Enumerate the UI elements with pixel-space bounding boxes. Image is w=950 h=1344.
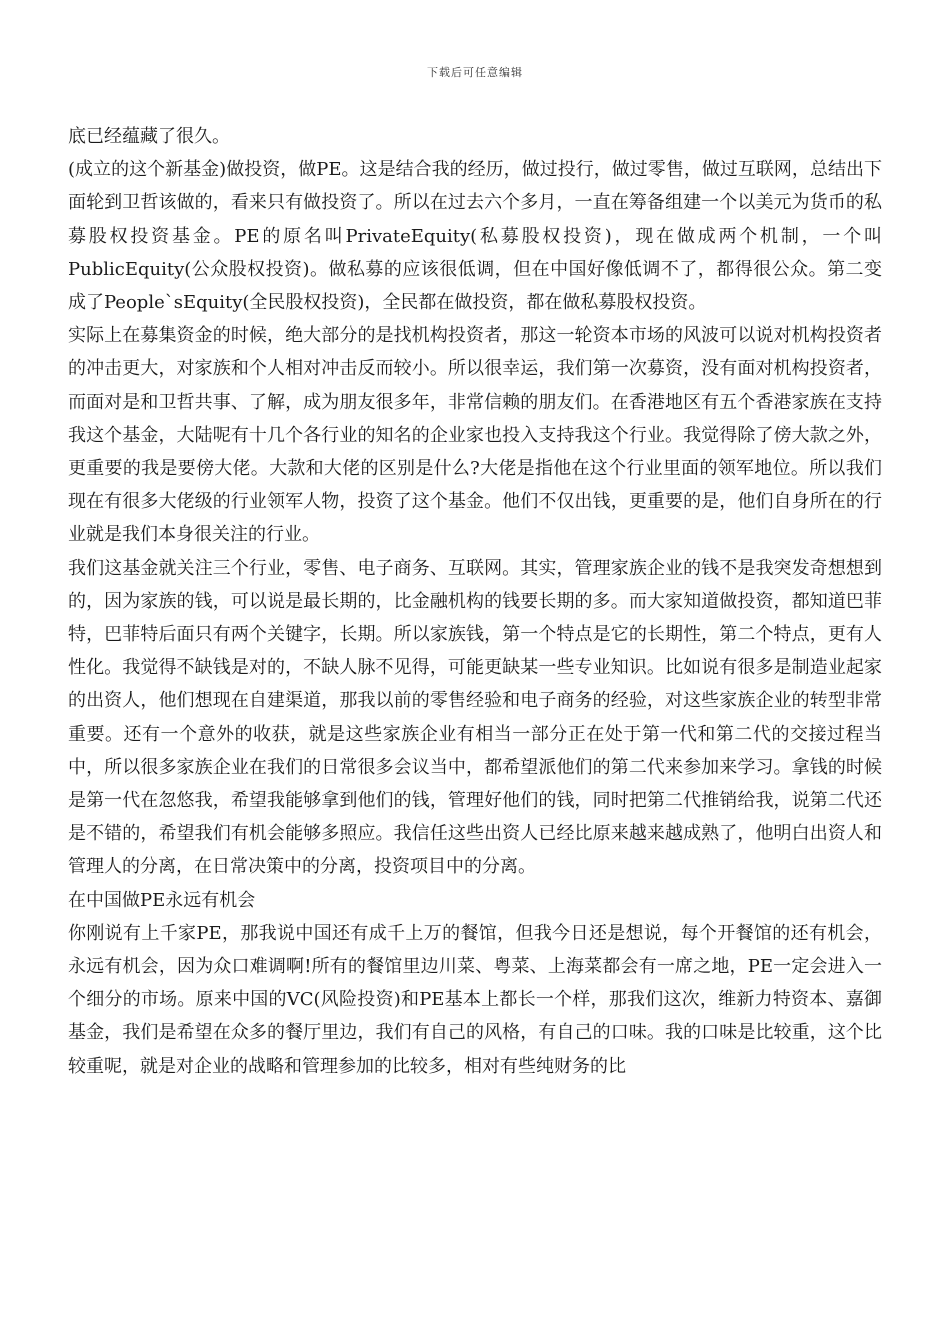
paragraph: 底已经蕴藏了很久。: [68, 126, 230, 147]
paragraph: (成立的这个新基金)做投资，做PE。这是结合我的经历，做过投行，做过零售，做过互联网，总结出下面轮到卫哲该做的，看来只有做投资了。所以在过去六个多月，一直在筹备组建一个以美元为货币的私募股权投资基金。PE的原名叫PrivateEquity(私募股权投资)，现在做成两个机制，一个叫PublicEquity(公众股权投资)。做私募的应该很低调，但在中国好像低调不了，都得很公众。第二变成了People`sEquity(全民股权投资)，全民都在做投资，都在做私募股权投资。: [68, 159, 882, 314]
paragraph: 我们这基金就关注三个行业，零售、电子商务、互联网。其实，管理家族企业的钱不是我突发奇想想到的，因为家族的钱，可以说是最长期的，比金融机构的钱要长期的多。而大家知道做投资，都知道巴菲特，巴菲特后面只有两个关键字，长期。所以家族钱，第一个特点是它的长期性，第二个特点，更有人性化。我觉得不缺钱是对的，不缺人脉不见得，可能更缺某一些专业知识。比如说有很多是制造业起家的出资人，他们想现在自建渠道，那我以前的零售经验和电子商务的经验，对这些家族企业的转型非常重要。还有一个意外的收获，就是这些家族企业有相当一部分正在处于第一代和第二代的交接过程当中，所以很多家族企业在我们的日常很多会议当中，都希望派他们的第二代来参加来学习。拿钱的时候是第一代在忽悠我，希望我能够拿到他们的钱，管理好他们的钱，同时把第二代推销给我，说第二代还是不错的，希望我们有机会能够多照应。我信任这些出资人已经比原来越来越成熟了，他明白出资人和管理人的分离，在日常决策中的分离，投资项目中的分离。: [68, 557, 882, 878]
paragraph: 实际上在募集资金的时候，绝大部分的是找机构投资者，那这一轮资本市场的风波可以说对机构投资者的冲击更大，对家族和个人相对冲击反而较小。所以很幸运，我们第一次募资，没有面对机构投资者，而面对是和卫哲共事、了解，成为朋友很多年，非常信赖的朋友们。在香港地区有五个香港家族在支持我这个基金，大陆呢有十几个各行业的知名的企业家也投入支持我这个行业。我觉得除了傍大款之外，更重要的我是要傍大佬。大款和大佬的区别是什么?大佬是指他在这个行业里面的领军地位。所以我们现在有很多大佬级的行业领军人物，投资了这个基金。他们不仅出钱，更重要的是，他们自身所在的行业就是我们本身很关注的行业。: [68, 325, 882, 546]
paragraph: 你刚说有上千家PE，那我说中国还有成千上万的餐馆，但我今日还是想说，每个开餐馆的还有机会，永远有机会，因为众口难调啊!所有的餐馆里边川菜、粤菜、上海菜都会有一席之地，PE一定会进入一个细分的市场。原来中国的VC(风险投资)和PE基本上都长一个样，那我们这次，维新力特资本、嘉御基金，我们是希望在众多的餐厅里边，我们有自己的风格，有自己的口味。我的口味是比较重，这个比较重呢，就是对企业的战略和管理参加的比较多，相对有些纯财务的比: [68, 922, 882, 1077]
section-heading: 在中国做PE永远有机会: [68, 889, 256, 911]
header-note: 下载后可任意编辑: [427, 66, 523, 79]
document-body: [68, 120, 882, 1083]
